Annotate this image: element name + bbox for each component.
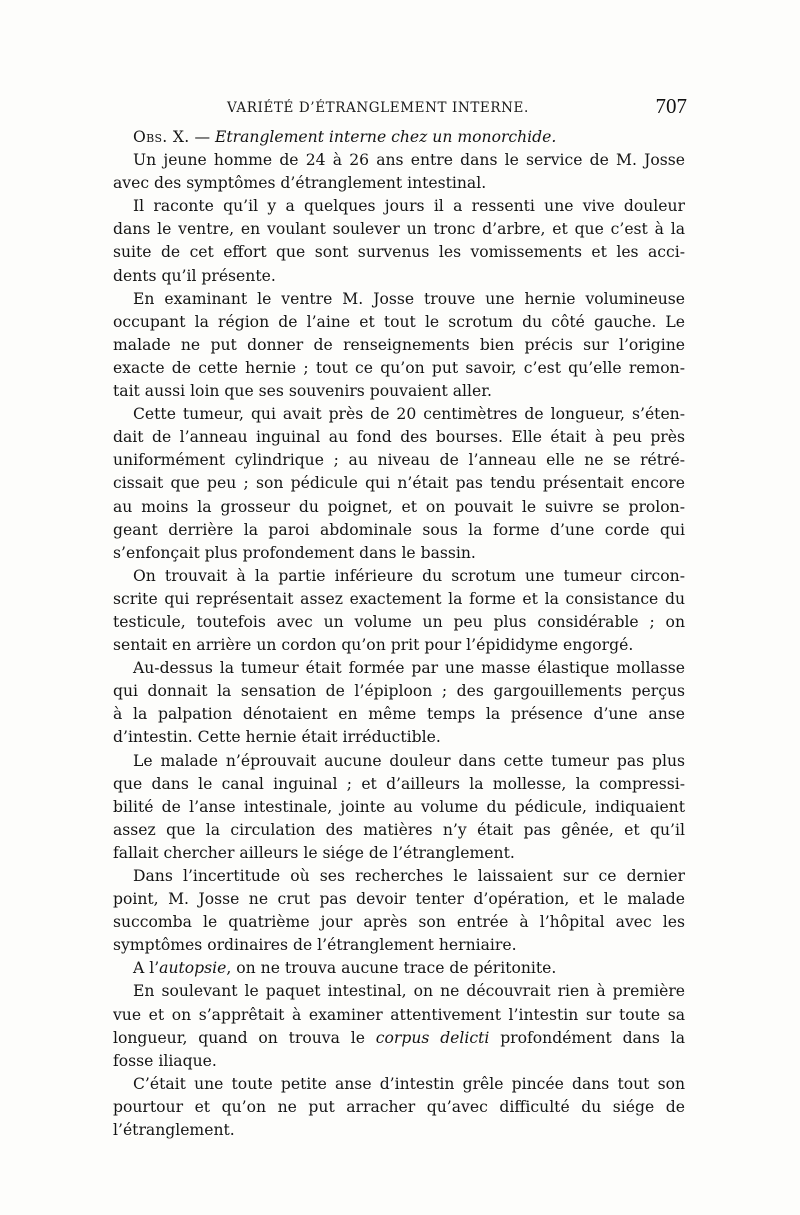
text-line: symptômes ordinaires de l’étranglement herniaire. — [113, 936, 517, 955]
autopsy-italic: autopsie — [159, 959, 227, 978]
text-line: testicule, toutefois avec un volume un peu plus considérable ; on — [113, 612, 685, 631]
text-line: l’étranglement. — [113, 1121, 235, 1140]
text-line: au moins la grosseur du poignet, et on pouvait le suivre se prolon- — [113, 497, 685, 516]
text-line: vue et on s’apprêtait à examiner attentivement l’intestin sur toute sa — [113, 1005, 685, 1024]
delicti-prefix: longueur, quand on trouva le — [113, 1028, 376, 1047]
delicti-suffix: profondément dans la — [489, 1028, 685, 1047]
running-header — [115, 96, 685, 122]
text-line: Il raconte qu’il y a quelques jours il a ressenti une vive douleur — [133, 197, 685, 216]
text-line: que dans le canal inguinal ; et d’ailleurs la mollesse, la compressi- — [113, 774, 685, 793]
text-line: suite de cet effort que sont survenus les vomissements et les acci- — [113, 243, 685, 262]
text-line: à la palpation dénotaient en même temps la présence d’une anse — [113, 705, 685, 724]
text-line: cissait que peu ; son pédicule qui n’était pas tendu présentait encore — [113, 474, 685, 493]
text-line: On trouvait à la partie inférieure du scrotum une tumeur circon- — [133, 566, 685, 585]
text-line: assez que la circulation des matières n’y était pas gênée, et qu’il — [113, 820, 685, 839]
observation-heading — [113, 126, 685, 149]
text-line: geant derrière la paroi abdominale sous la forme d’une corde qui — [113, 520, 685, 539]
text-line: scrite qui représentait assez exactement la forme et la consistance du — [113, 589, 685, 608]
autopsy-suffix: , on ne trouva aucune trace de péritonite. — [226, 959, 557, 978]
text-line: dait de l’anneau inguinal au fond des bourses. Elle était à peu près — [113, 428, 685, 447]
text-line: sentait en arrière un cordon qu’on prit pour l’épididyme engorgé. — [113, 636, 634, 655]
text-line-autopsy — [113, 957, 685, 980]
text-line: pourtour et qu’on ne put arracher qu’avec difficulté du siége de — [113, 1097, 685, 1116]
text-line: fallait chercher ailleurs le siége de l’étranglement. — [113, 843, 515, 862]
text-line: Un jeune homme de 24 à 26 ans entre dans le service de M. Josse — [133, 151, 685, 170]
text-line: Le malade n’éprouvait aucune douleur dans cette tumeur pas plus — [133, 751, 685, 770]
text-line: En soulevant le paquet intestinal, on ne découvrait rien à première — [133, 982, 685, 1001]
observation-title: Etranglement interne chez un monorchide. — [215, 128, 557, 146]
text-line-corpus-delicti — [113, 1027, 685, 1050]
text-line: Cette tumeur, qui avait près de 20 centimètres de longueur, s’éten- — [133, 405, 685, 424]
text-line: point, M. Josse ne crut pas devoir tenter d’opération, et le malade — [113, 890, 685, 909]
text-line: occupant la région de l’aine et tout le scrotum du côté gauche. Le — [113, 312, 685, 331]
text-line: malade ne put donner de renseignements bien précis sur l’origine — [113, 335, 685, 354]
body-text — [113, 126, 685, 1142]
text-line: qui donnait la sensation de l’épiploon ; des gargouillements perçus — [113, 682, 685, 701]
text-line: Dans l’incertitude où ses recherches le laissaient sur ce dernier — [133, 867, 685, 885]
text-line: uniformément cylindrique ; au niveau de l’anneau elle ne se rétré- — [113, 451, 685, 470]
text-line: s’enfonçait plus profondement dans le bassin. — [113, 543, 476, 562]
text-line: En examinant le ventre M. Josse trouve une hernie volumineuse — [133, 289, 685, 308]
text-line: exacte de cette hernie ; tout ce qu’on put savoir, c’est qu’elle remon- — [113, 358, 685, 377]
running-title: VARIÉTÉ D’ÉTRANGLEMENT INTERNE. — [227, 100, 529, 116]
text-line: tait aussi loin que ses souvenirs pouvaient aller. — [113, 382, 492, 401]
autopsy-prefix: A l’ — [133, 959, 160, 978]
text-line: succomba le quatrième jour après son entrée à l’hôpital avec les — [113, 913, 685, 932]
page-number: 707 — [655, 94, 687, 118]
text-line: dents qu’il présente. — [113, 266, 276, 285]
text-line: dans le ventre, en voulant soulever un tronc d’arbre, et que c’est à la — [113, 220, 685, 239]
text-line: fosse iliaque. — [113, 1051, 217, 1070]
delicti-italic: corpus delicti — [375, 1028, 490, 1047]
text-line: avec des symptômes d’étranglement intestinal. — [113, 174, 487, 193]
text-line: Au-dessus la tumeur était formée par une masse élastique mollasse — [133, 659, 685, 678]
observation-dash: — — [189, 128, 215, 146]
text-line: C’était une toute petite anse d’intestin grêle pincée dans tout son — [133, 1074, 685, 1093]
text-line: d’intestin. Cette hernie était irréductible. — [113, 728, 441, 747]
text-line: bilité de l’anse intestinale, jointe au volume du pédicule, indiquaient — [113, 797, 685, 816]
observation-label: Obs. X. — [133, 128, 190, 146]
